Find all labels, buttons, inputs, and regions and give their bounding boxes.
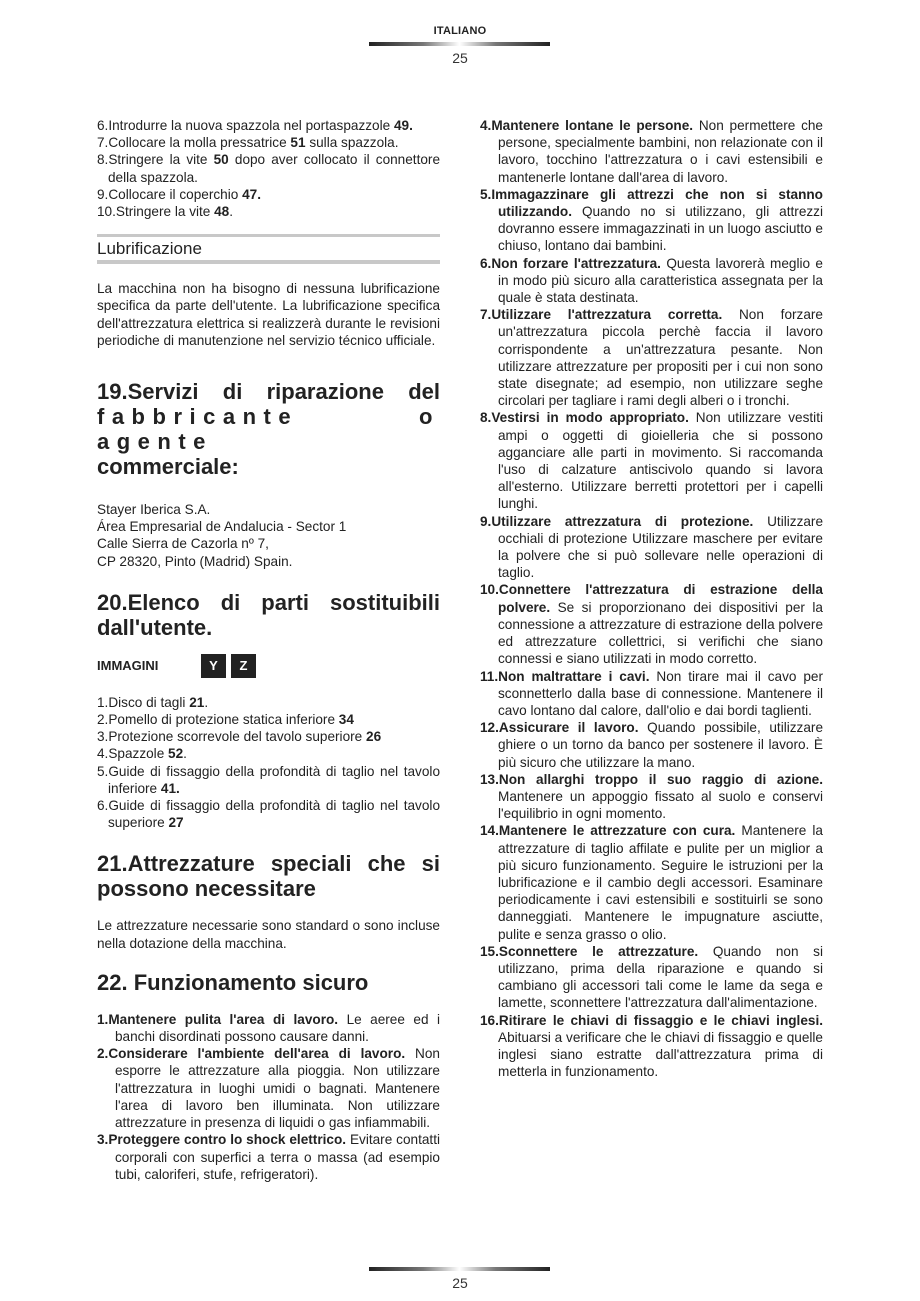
safety-rule: 16.Ritirare le chiavi di fissaggio e le chiavi inglesi. Abituarsi a verificare che le chiavi di fissaggio e quelle inglesi siano estratte dall'attrezzatura prima di metterla in funzionamento. bbox=[480, 1012, 823, 1080]
step-item: 8.Stringere la vite 50 dopo aver collocato il connettore della spazzola. bbox=[97, 152, 441, 185]
part-ref: 48 bbox=[214, 204, 230, 220]
safety-rule: 3.Proteggere contro lo shock elettrico. Evitare contatti corporali con superfici a terra o massa (ad esempio tubi, caloriferi, stufe, refrigeratori). bbox=[97, 1132, 440, 1182]
safety-rule: 5.Immagazzinare gli attrezzi che non si stanno utilizzando. Quando no si utilizzano, gli attrezzi dovranno essere immagazzinati in un luogo asciutto e chiuso, lontano dai bambini. bbox=[480, 186, 823, 254]
safety-rule: 14.Mantenere le attrezzature con cura. Mantenere la attrezzature di taglio affilate e pulite per un miglior a più sicuro funzionamento. Seguire le istruzioni per la lubrificazione e il cambio degli accessori. Esaminare periodicamente i cavi estensibili e sostituirli se sono danneggiati. Mantenere le impugnature asciutte, pulite e senza grasso o olio. bbox=[480, 823, 823, 942]
safety-rule: 9.Utilizzare attrezzatura di protezione. Utilizzare occhiali di protezione Utilizzare maschere per evitare la polvere che si può sollevare nelle operazioni di taglio. bbox=[480, 513, 824, 581]
left-column bbox=[97, 117, 440, 1183]
section-20-title: 20.Elenco di parti sostituibili dall'utente. bbox=[97, 589, 440, 640]
safety-rule: 8.Vestirsi in modo appropriato. Non utilizzare vestiti ampi o oggetti di gioielleria che si possono agganciare alle parti in movimento. Si raccomanda l'uso di calzature antiscivolo quando si lavora all'esterno. Utilizzare berretti protettori per i capelli lunghi. bbox=[480, 410, 823, 512]
section-21-body: Le attrezzature necessarie sono standard o sono incluse nella dotazione della macchina. bbox=[97, 918, 440, 951]
safety-rule: 4.Mantenere lontane le persone. Non permettere che persone, specialmente bambini, non relazionate con il lavoro, tocchino l'attrezzatura o i cavi estensibili e mantenerle lontane dall'area di lavoro. bbox=[480, 118, 823, 185]
safety-rule: 11.Non maltrattare i cavi. Non tirare mai il cavo per sconnetterlo dalla base di connessione. Mantenere il cavo lontano dal calore, dall'olio e dai bordi taglienti. bbox=[480, 668, 823, 718]
part-item: 3.Protezione scorrevole del tavolo superiore 26 bbox=[97, 729, 382, 745]
section-19-title: 19.Servizi di riparazione del fabbricante o agente commerciale: bbox=[97, 379, 440, 480]
part-ref: 49. bbox=[393, 118, 413, 133]
lubrication-heading: Lubrificazione bbox=[97, 234, 440, 264]
images-label: IMMAGINI bbox=[97, 658, 159, 674]
page-number-top: 25 bbox=[452, 50, 468, 66]
step-item: 7.Collocare la molla pressatrice 51 sulla spazzola. bbox=[97, 135, 399, 151]
images-row bbox=[97, 654, 440, 678]
part-item: 5.Guide di fissaggio della profondità di taglio nel tavolo inferiore 41. bbox=[97, 763, 440, 796]
part-ref: 51 bbox=[290, 135, 306, 151]
part-item: 1.Disco di tagli 21. bbox=[97, 694, 209, 710]
safety-rule: 12.Assicurare il lavoro. Quando possibile, utilizzare ghiere o un torno da banco per sostenere il lavoro. È più sicuro che utilizzare la mano. bbox=[480, 720, 824, 770]
right-column bbox=[480, 117, 823, 1080]
step-item: 10.Stringere la vite 48. bbox=[97, 204, 234, 220]
page-number-bottom: 25 bbox=[452, 1275, 468, 1291]
image-ref-y: Y bbox=[201, 654, 226, 678]
footer-divider bbox=[369, 1267, 550, 1271]
parts-list bbox=[97, 694, 440, 832]
safety-rule: 1.Mantenere pulita l'area di lavoro. Le aeree ed i banchi disordinati possono causare danni. bbox=[97, 1011, 441, 1045]
safety-rule: 6.Non forzare l'attrezzatura. Questa lavorerà meglio e in modo più sicuro alla caratteristica assegnata per la quale è stata destinata. bbox=[480, 255, 823, 306]
language-label: ITALIANO bbox=[433, 25, 487, 37]
safety-rule: 7.Utilizzare l'attrezzatura corretta. Non forzare un'attrezzatura piccola perchè faccia il lavoro corrispondente a un'attrezzatura pesante. Non utilizzare attrezzature per propositi per i cui non sono state disegnate; ad esempio, non utilizzare seghe circolari per tagliare i rami degli alberi o i tronchi. bbox=[480, 307, 823, 409]
safety-rule: 15.Sconnettere le attrezzature. Quando non si utilizzano, prima della riparazione e quando si cambiano gli accessori tali come le lame da sega e lamette, sconnettere l'attrezzatura dall'alimentazione. bbox=[480, 943, 823, 1011]
part-ref: 47. bbox=[242, 186, 261, 202]
part-item: 4.Spazzole 52. bbox=[97, 746, 187, 762]
safety-rule: 10.Connettere l'attrezzatura di estrazione della polvere. Se si proporzionano dei dispositivi per la connessione a attrezzature di estrazione della polvere ed attrezzature collettrici, si verifichi che siano connessi e siano utilizzati in modo corretto. bbox=[480, 582, 823, 667]
part-ref: 50 bbox=[213, 152, 229, 168]
part-item: 6.Guide di fissaggio della profondità di taglio nel tavolo superiore 27 bbox=[97, 798, 440, 831]
safety-rules-left bbox=[97, 1011, 440, 1183]
header-divider bbox=[369, 42, 550, 46]
step-item: 9.Collocare il coperchio 47. bbox=[97, 186, 261, 202]
brush-steps-list bbox=[97, 117, 440, 220]
safety-rule: 2.Considerare l'ambiente dell'area di lavoro. Non esporre le attrezzature alla pioggia. Non utilizzare l'attrezzatura in luoghi umidi o bagnati. Mantenere l'area di lavoro ben illuminata. Non utilizzare attrezzature in presenza di liquidi o gas infiammabili. bbox=[97, 1046, 440, 1131]
image-ref-z: Z bbox=[231, 654, 256, 678]
section-21-title: 21.Attrezzature speciali che si possono necessitare bbox=[97, 851, 440, 902]
safety-rule: 13.Non allarghi troppo il suo raggio di azione. Mantenere un appoggio fissato al suolo e conservi l'equilibrio in ogni momento. bbox=[480, 771, 823, 822]
section-22-title: 22. Funzionamento sicuro bbox=[97, 969, 369, 995]
lubrication-body: La macchina non ha bisogno di nessuna lubrificazione specifica da parte dell'utente. La lubrificazione specifica dell'attrezzatura elettrica si realizzerà durante le revisioni periodiche di manutenzione nel servizio técnico ufficiale. bbox=[97, 281, 440, 348]
manufacturer-address: Stayer Iberica S.A. Área Empresarial de Andalucia - Sector 1 Calle Sierra de Cazorla nº 7, CP 28320, Pinto (Madrid) Spain. bbox=[97, 502, 347, 569]
step-item: 6.Introdurre la nuova spazzola nel portaspazzole 49. bbox=[97, 118, 413, 133]
part-item: 2.Pomello di protezione statica inferiore 34 bbox=[97, 712, 354, 728]
